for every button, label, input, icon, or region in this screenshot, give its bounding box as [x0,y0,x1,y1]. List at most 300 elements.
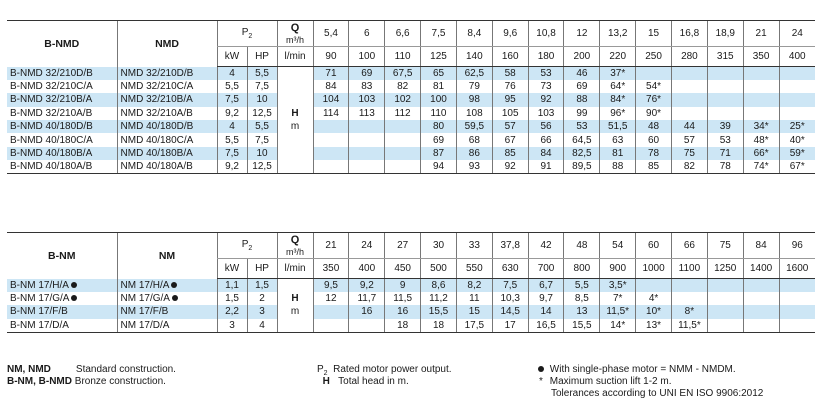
q-m3h: 7,5 [421,21,457,47]
head-value: 8* [671,305,707,318]
head-value: 16,5 [528,319,564,332]
head-value: 108 [456,107,492,120]
head-value: 51,5 [600,120,636,133]
power-kw: 3 [217,319,247,332]
head-value: 81 [421,80,457,93]
table-row [7,319,815,332]
head-value: 67* [779,160,815,173]
head-value: 39 [707,120,743,133]
head-value: 92 [528,93,564,106]
q-lmin: 100 [349,47,385,67]
model-standard: NMD 40/180B/A [117,147,217,160]
head-value: 12 [313,292,349,305]
head-value: 112 [385,107,421,120]
head-unit-cell [277,160,313,173]
q-lmin: 90 [313,47,349,67]
head-value: 11,7 [349,292,385,305]
head-value: 57 [671,133,707,146]
col-header-kw: kW [217,47,247,67]
head-value: 4* [636,292,672,305]
q-m3h: 21 [743,21,779,47]
q-lmin: 280 [671,47,707,67]
q-lmin: 550 [456,259,492,279]
head-value [743,279,779,292]
table-row [7,120,815,133]
head-value [779,80,815,93]
q-m3h: 12 [564,21,600,47]
head-value [779,292,815,305]
model-bronze: B-NMD 40/180A/B [7,160,117,173]
q-m3h: 24 [349,233,385,259]
head-value: 53 [528,67,564,80]
col-header-kw: kW [217,259,247,279]
head-value: 64,5 [564,133,600,146]
col-header-hp: HP [247,259,277,279]
head-value: 93 [456,160,492,173]
head-value: 46 [564,67,600,80]
q-m3h: 8,4 [456,21,492,47]
col-header-q: Q m³/h [277,21,313,47]
head-value: 25* [779,120,815,133]
power-kw: 2,2 [217,305,247,318]
head-value: 65 [421,67,457,80]
power-kw: 4 [217,120,247,133]
model-standard: NMD 32/210A/B [117,107,217,120]
head-value: 99 [564,107,600,120]
head-value: 110 [421,107,457,120]
head-value: 94 [421,160,457,173]
head-value: 87 [421,147,457,160]
table-row [7,67,815,80]
power-hp: 12,5 [247,107,277,120]
model-bronze: B-NM 17/H/A [7,279,117,292]
head-value: 62,5 [456,67,492,80]
q-lmin: 220 [600,47,636,67]
head-value: 98 [456,93,492,106]
power-hp: 4 [247,319,277,332]
head-value: 103 [349,93,385,106]
note-suction: * Maximum suction lift 1-2 m. [539,376,672,387]
q-lmin: 125 [421,47,457,67]
head-value [707,93,743,106]
col-header-p2: $P_2$ [217,233,277,259]
table-row [7,107,815,120]
head-unit-cell [277,93,313,106]
q-m3h: 42 [528,233,564,259]
head-value: 83 [349,80,385,93]
q-m3h: 9,6 [492,21,528,47]
model-standard: NM 17/H/A [117,279,217,292]
head-value: 11 [456,292,492,305]
table-body-nm [7,279,815,333]
q-lmin: 1250 [707,259,743,279]
q-lmin: 250 [636,47,672,67]
head-value: 37* [600,67,636,80]
q-lmin: 180 [528,47,564,67]
head-value: 14 [528,305,564,318]
head-value [349,160,385,173]
note-standard-construction: NM, NMD Standard construction. [7,364,176,375]
head-value: 9,2 [349,279,385,292]
head-value [779,319,815,332]
head-value: 40* [779,133,815,146]
model-standard: NM 17/D/A [117,319,217,332]
head-value: 76 [492,80,528,93]
head-value: 84 [313,80,349,93]
head-unit-cell [277,67,313,80]
head-value: 10* [636,305,672,318]
performance-table-nm [7,232,815,333]
model-standard: NM 17/F/B [117,305,217,318]
head-unit-cell [277,80,313,93]
head-value [707,279,743,292]
q-m3h: 5,4 [313,21,349,47]
model-bronze: B-NMD 40/180C/A [10,134,93,146]
head-value: 96* [600,107,636,120]
head-value: 17,5 [456,319,492,332]
head-value: 92 [492,160,528,173]
head-value: 64* [600,80,636,93]
q-lmin: 110 [385,47,421,67]
head-unit-cell [277,147,313,160]
model-bronze: B-NMD 32/210C/A [10,81,93,93]
model-standard: NM 17/G/A [117,292,217,305]
q-m3h: 84 [743,233,779,259]
head-unit-cell [277,120,313,133]
head-value [743,292,779,305]
head-value: 63 [600,133,636,146]
head-value: 105 [492,107,528,120]
head-value [671,67,707,80]
power-hp: 5,5 [247,67,277,80]
head-value: 85 [492,147,528,160]
head-value: 89,5 [564,160,600,173]
head-value: 58 [492,67,528,80]
model-standard: NMD 40/180C/A [117,133,217,146]
col-header-nm: NM [117,233,217,279]
head-value: 9 [385,279,421,292]
head-value: 53 [564,120,600,133]
table-body-nmd [7,67,815,174]
head-unit: m [290,306,300,318]
q-lmin: 800 [564,259,600,279]
head-value: 82 [385,80,421,93]
head-value [349,147,385,160]
model-bronze: B-NMD 32/210D/B [7,67,117,80]
head-value: 71 [707,147,743,160]
head-value [385,120,421,133]
power-hp: 3 [247,305,277,318]
head-unit: m [290,121,300,133]
head-value: 48* [743,133,779,146]
head-value: 34* [743,120,779,133]
head-unit-cell [277,305,313,318]
head-value: 100 [421,93,457,106]
head-value: 73 [528,80,564,93]
power-hp: 10 [247,147,277,160]
table-row [7,279,815,292]
head-value [636,279,672,292]
head-value: 44 [671,120,707,133]
head-value: 66* [743,147,779,160]
head-value: 69 [349,67,385,80]
q-m3h: 13,2 [600,21,636,47]
head-value [707,80,743,93]
model-standard: NMD 32/210B/A [117,93,217,106]
model-standard: NMD 40/180D/B [117,120,217,133]
head-value: 59,5 [456,120,492,133]
power-kw: 7,5 [217,93,247,106]
head-value [707,319,743,332]
head-value [743,93,779,106]
head-value: 8,2 [456,279,492,292]
head-value: 6,7 [528,279,564,292]
q-m3h: 6,6 [385,21,421,47]
head-value [743,67,779,80]
q-lmin: 400 [779,47,815,67]
head-value [671,292,707,305]
table-row [7,305,815,318]
single-phase-dot-icon [71,282,77,288]
head-value: 15,5 [421,305,457,318]
head-value: 9,7 [528,292,564,305]
head-value: 103 [528,107,564,120]
head-value [349,120,385,133]
head-unit-cell [277,133,313,146]
head-value [671,107,707,120]
head-value [779,93,815,106]
head-value: 11,5 [385,292,421,305]
head-value [779,305,815,318]
head-value: 113 [349,107,385,120]
head-value: 14* [600,319,636,332]
head-value: 79 [456,80,492,93]
q-m3h: 16,8 [671,21,707,47]
q-m3h: 18,9 [707,21,743,47]
head-label: H [291,107,299,119]
head-value: 15,5 [564,319,600,332]
head-value: 95 [492,93,528,106]
q-lmin: 400 [349,259,385,279]
head-value [743,305,779,318]
head-value [707,67,743,80]
power-hp: 2 [247,292,277,305]
col-header-hp: HP [247,47,277,67]
head-value: 8,5 [564,292,600,305]
head-value: 75 [671,147,707,160]
head-value: 11,5* [600,305,636,318]
power-hp: 7,5 [247,133,277,146]
head-value: 78 [636,147,672,160]
head-value: 9,5 [313,279,349,292]
power-kw: 4 [217,67,247,80]
model-standard: NMD 40/180A/B [117,160,217,173]
head-value [313,305,349,318]
head-unit-cell [277,292,313,305]
head-value [779,279,815,292]
head-value: 10,3 [492,292,528,305]
head-value: 18 [385,319,421,332]
head-value [743,319,779,332]
q-lmin: 350 [743,47,779,67]
power-kw: 9,2 [217,160,247,173]
head-value: 67,5 [385,67,421,80]
head-value: 84 [528,147,564,160]
q-m3h: 21 [313,233,349,259]
head-value [313,120,349,133]
head-value: 5,5 [564,279,600,292]
single-phase-dot-icon [171,282,177,288]
q-lmin: 700 [528,259,564,279]
footnotes [7,364,817,414]
head-value: 91 [528,160,564,173]
head-value: 57 [492,120,528,133]
head-value: 81 [600,147,636,160]
q-lmin: 160 [492,47,528,67]
head-value: 84* [600,93,636,106]
col-header-bnm: B-NM [7,233,117,279]
single-phase-dot-icon [172,295,178,301]
head-value: 8,6 [421,279,457,292]
performance-table-nmd [7,20,815,174]
head-value: 74* [743,160,779,173]
q-m3h: 15 [636,21,672,47]
head-value [671,279,707,292]
head-value: 69 [421,133,457,146]
q-lmin: 1100 [671,259,707,279]
head-value: 13 [564,305,600,318]
head-value [349,319,385,332]
table-row [7,160,815,173]
q-lmin: 350 [313,259,349,279]
q-lmin: 500 [421,259,457,279]
head-value [313,147,349,160]
head-value [671,93,707,106]
q-lmin: 200 [564,47,600,67]
head-value: 102 [385,93,421,106]
head-value: 14,5 [492,305,528,318]
q-m3h: 54 [600,233,636,259]
head-value: 16 [349,305,385,318]
head-value: 54* [636,80,672,93]
model-bronze: B-NMD 32/210A/B [10,107,93,119]
head-value: 82 [671,160,707,173]
head-value [385,133,421,146]
head-value: 48 [636,120,672,133]
head-label: H [291,293,299,305]
q-m3h: 27 [385,233,421,259]
head-value: 82,5 [564,147,600,160]
col-header-nmd: NMD [117,21,217,67]
table-row [7,93,815,106]
col-header-q: Q m³/h [277,233,313,259]
single-phase-dot-icon [71,295,77,301]
power-kw: 1,5 [217,292,247,305]
head-value: 69 [564,80,600,93]
bullet-dot-icon [538,366,544,372]
head-value: 86 [456,147,492,160]
head-value [707,305,743,318]
q-lmin: 315 [707,47,743,67]
q-lmin: 140 [456,47,492,67]
head-unit-cell [277,319,313,332]
head-value: 3,5* [600,279,636,292]
model-bronze: B-NMD 32/210B/A [7,93,117,106]
q-lmin: 1400 [743,259,779,279]
q-m3h: 33 [456,233,492,259]
head-value [349,133,385,146]
head-value: 53 [707,133,743,146]
table-row [7,80,815,93]
note-h: H Total head in m. [322,376,409,387]
head-value [313,319,349,332]
head-value: 90* [636,107,672,120]
head-value: 11,5* [671,319,707,332]
head-value: 7* [600,292,636,305]
q-m3h: 66 [671,233,707,259]
head-value [743,107,779,120]
model-bronze: B-NM 17/D/A [7,319,117,332]
q-lmin: 1600 [779,259,815,279]
q-lmin: 450 [385,259,421,279]
note-tolerances: Tolerances according to UNI EN ISO 9906:2012 [551,388,764,399]
note-single-phase: With single-phase motor = NMM - NMDM. [535,364,736,375]
model-bronze: B-NM 17/G/A [7,292,117,305]
head-value: 13* [636,319,672,332]
head-value [385,147,421,160]
head-value: 7,5 [492,279,528,292]
head-value: 11,2 [421,292,457,305]
head-value: 18 [421,319,457,332]
head-value: 85 [636,160,672,173]
head-value: 17 [492,319,528,332]
head-value: 78 [707,160,743,173]
head-value [385,160,421,173]
model-standard: NMD 32/210C/A [117,80,217,93]
col-header-lmin: l/min [277,47,313,67]
head-value: 16 [385,305,421,318]
head-value: 76* [636,93,672,106]
head-value: 80 [421,120,457,133]
head-value [313,133,349,146]
power-hp: 7,5 [247,80,277,93]
note-bronze-construction: B-NM, B-NMD Bronze construction. [7,376,166,387]
head-value: 104 [313,93,349,106]
q-m3h: 6 [349,21,385,47]
power-hp: 10 [247,93,277,106]
power-kw: 5,5 [217,80,247,93]
model-bronze: B-NM 17/F/B [7,305,117,318]
head-value: 88 [600,160,636,173]
head-value [779,107,815,120]
head-value: 68 [456,133,492,146]
table-row [7,147,815,160]
q-lmin: 1000 [636,259,672,279]
head-value: 114 [313,107,349,120]
head-unit-cell [277,279,313,292]
table-row [7,133,815,146]
q-m3h: 48 [564,233,600,259]
q-m3h: 75 [707,233,743,259]
note-p2: $P_2$ Rated motor power output. [317,364,452,377]
power-kw: 7,5 [217,147,247,160]
power-hp: 5,5 [247,120,277,133]
head-value [743,80,779,93]
table-row [7,292,815,305]
power-hp: 1,5 [247,279,277,292]
q-m3h: 30 [421,233,457,259]
head-value [707,107,743,120]
